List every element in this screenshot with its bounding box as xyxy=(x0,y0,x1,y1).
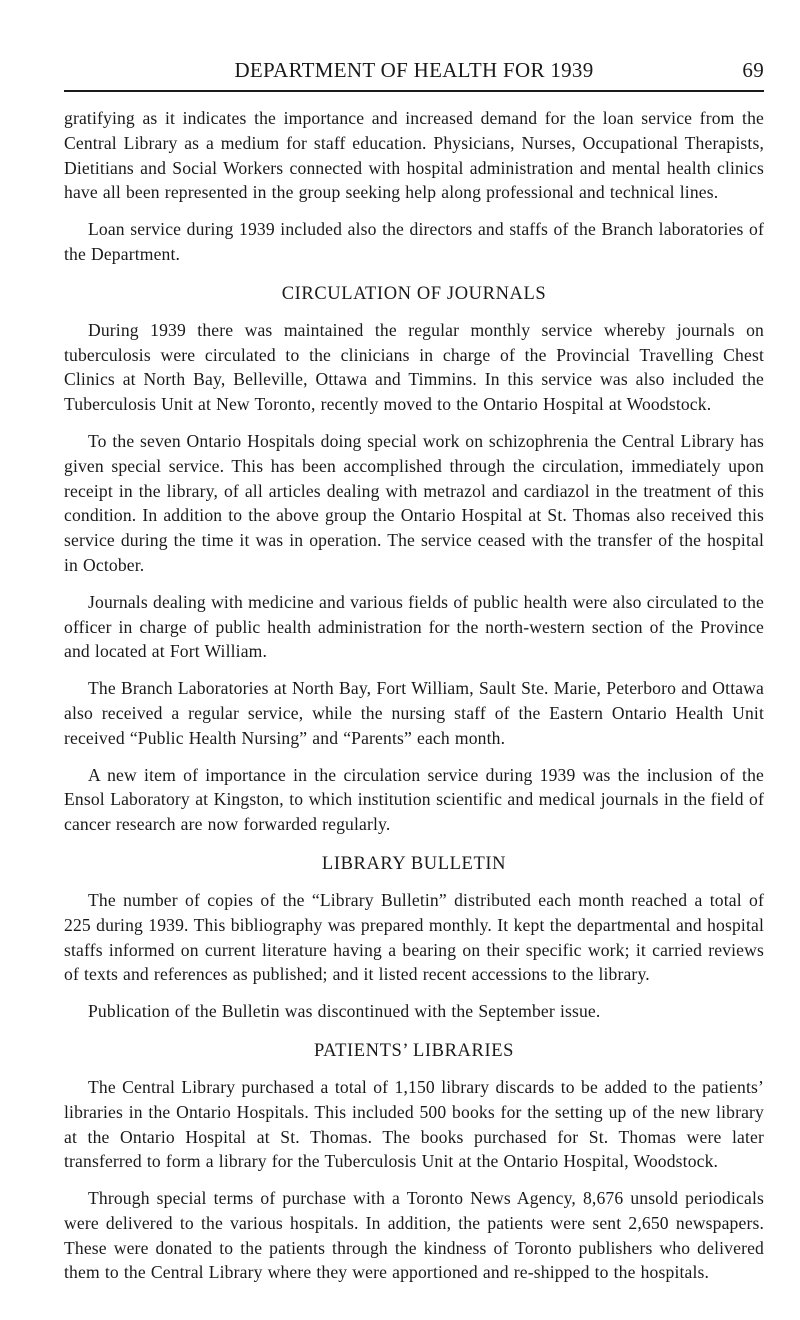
paragraph: The number of copies of the “Library Bulletin” distributed each month reached a total of 225 during 1939. This bibliography was prepared monthly. It kept the departmental and hospital staffs informed on current literature having a bearing on their specific work; it carried reviews of texts and references as published; and it listed recent accessions to the library. xyxy=(64,889,764,985)
paragraph: To the seven Ontario Hospitals doing special work on schizophrenia the Central Library has given special service. This has been accomplished through the circulation, immediately upon receipt in the library, of all articles dealing with metrazol and cardiazol in the treatment of this condition. In addition to the above group the Ontario Hospital at St. Thomas also received this service during the time it was in operation. The service ceased with the transfer of the hospital in October. xyxy=(64,430,764,575)
paragraph: The Branch Laboratories at North Bay, Fort William, Sault Ste. Marie, Peterboro and Ottawa also received a regular service, while the nursing staff of the Eastern Ontario Health Unit received “Public Health Nursing” and “Parents” each month. xyxy=(64,678,764,748)
paragraph: Through special terms of purchase with a Toronto News Agency, 8,676 unsold periodicals were delivered to the various hospitals. In addition, the patients were sent 2,650 newspapers. These were donated to the patients through the kindness of Toronto publishers who delivered them to the Central Library where they were apportioned and re-shipped to the hospitals. xyxy=(64,1188,764,1283)
document-page xyxy=(64,58,764,1285)
section-heading: CIRCULATION OF JOURNALS xyxy=(281,283,547,304)
paragraph: During 1939 there was maintained the regular monthly service whereby journals on tuberculosis were circulated to the clinicians in charge of the Provincial Travelling Chest Clinics at North Bay, Belleville, Ottawa and Timmins. In this service was also included the Tuberculosis Unit at New Toronto, recently moved to the Ontario Hospital at Woodstock. xyxy=(64,319,764,415)
paragraph: The Central Library purchased a total of 1,150 library discards to be added to the patients’ libraries in the Ontario Hospitals. This included 500 books for the setting up of the new library at the Ontario Hospital at St. Thomas. The books purchased for St. Thomas were later transferred to form a library for the Tuberculosis Unit at the Ontario Hospital, Woodstock. xyxy=(64,1076,764,1172)
paragraph: Publication of the Bulletin was discontinued with the September issue. xyxy=(88,1001,601,1022)
paragraph: Journals dealing with medicine and various fields of public health were also circulated to the officer in charge of public health administration for the north-western section of the Province and located at Fort William. xyxy=(64,591,764,662)
section-heading: LIBRARY BULLETIN xyxy=(321,853,507,874)
page-number: 69 xyxy=(742,58,764,82)
header-rule xyxy=(64,90,764,92)
running-header xyxy=(64,58,764,88)
paragraph: A new item of importance in the circulation service during 1939 was the inclusion of the Ensol Laboratory at Kingston, to which institution scientific and medical journals in the field of cancer research are now forwarded regularly. xyxy=(64,764,764,835)
paragraph: gratifying as it indicates the importance and increased demand for the loan service from the Central Library as a medium for staff education. Physicians, Nurses, Occupational Therapists, Dietitians and Social Workers connected with hospital administration and mental health clinics have all been represented in the group seeking help along professional and technical lines. xyxy=(64,108,764,203)
paragraph: Loan service during 1939 included also the directors and staffs of the Branch laboratories of the Department. xyxy=(64,219,764,264)
running-title: DEPARTMENT OF HEALTH FOR 1939 xyxy=(234,58,594,82)
section-heading: PATIENTS’ LIBRARIES xyxy=(313,1040,514,1061)
